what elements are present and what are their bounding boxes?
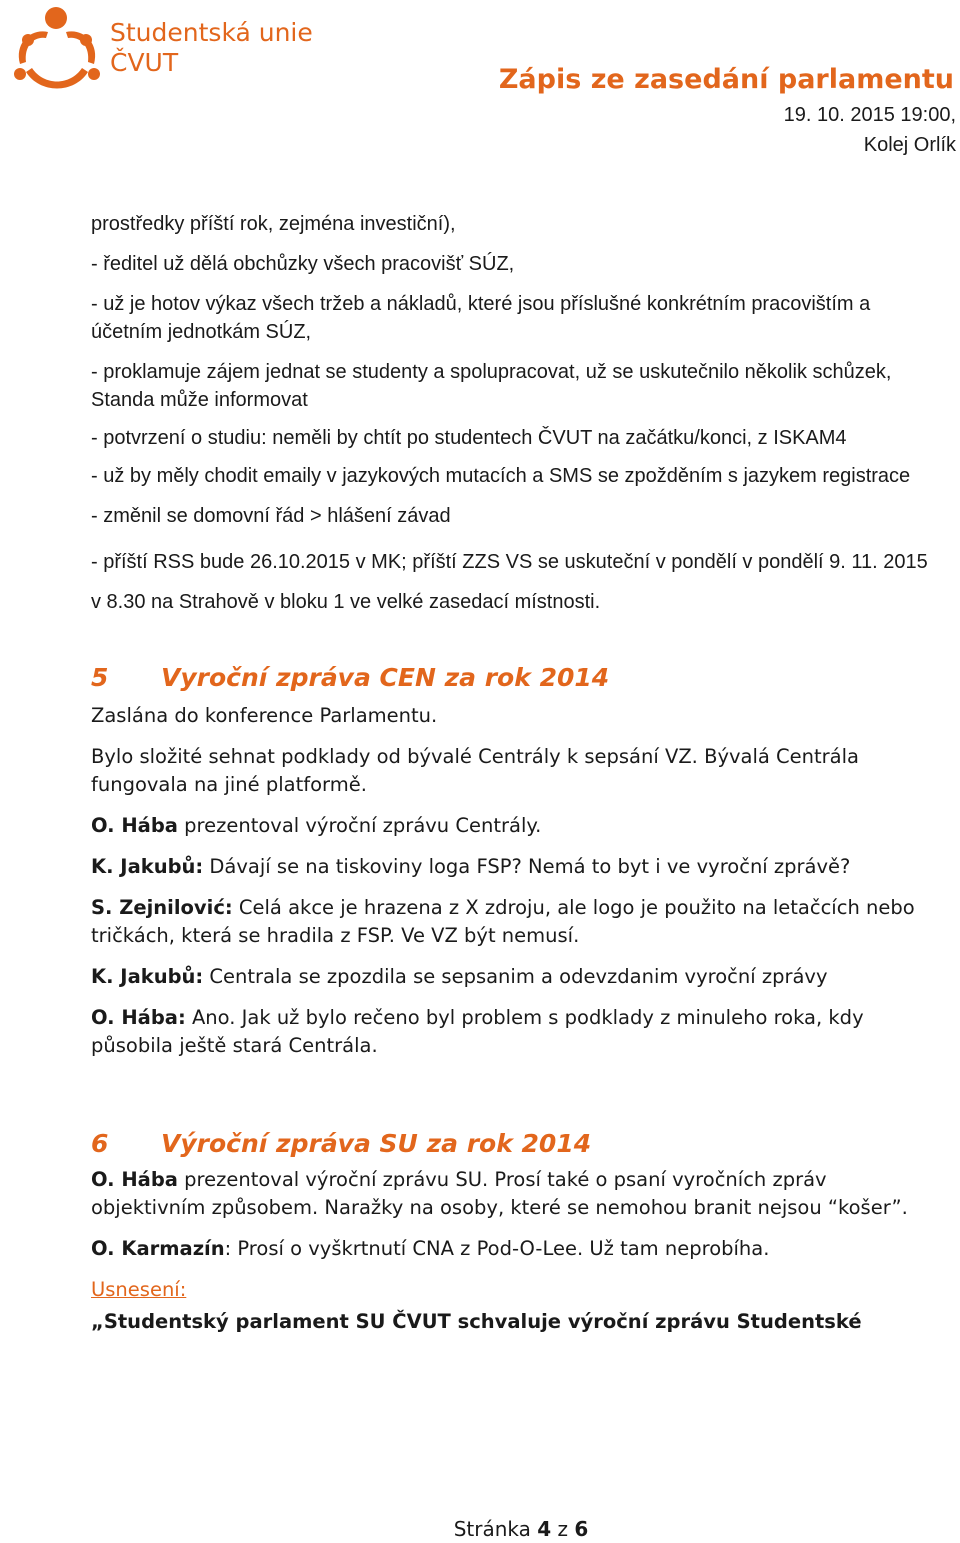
organization-name-line1: Studentská unie [110, 18, 313, 47]
resolution-text-bold: „Studentský parlament SU ČVUT schvaluje výroční zprávu Studentské [91, 1310, 862, 1333]
page-of: z [551, 1517, 575, 1541]
report-line: - proklamuje zájem jednat se studenty a spolupracovat, už se uskutečnilo několik schůzek, Standa může informovat [91, 361, 892, 411]
page-label: Stránka [453, 1517, 538, 1541]
section-title: Vyroční zpráva CEN za rok 2014 [161, 663, 610, 692]
speaker-text: Celá akce je hrazena z X zdroju, ale logo je použito na letačcích nebo tričkách, která se hradila z FSP. Ve VZ být nemusí. [91, 896, 915, 947]
resolution-text [91, 1308, 929, 1336]
paragraph: Zaslána do konference Parlamentu. [91, 704, 438, 727]
page-header [0, 0, 960, 170]
report-line: - už by měly chodit emaily v jazykových mutacích a SMS se zpožděním s jazykem registrace [91, 465, 911, 487]
report-line: - změnil se domovní řád > hlášení závad [91, 505, 451, 527]
section-number: 6 [91, 1129, 109, 1158]
report-line: prostředky příští rok, zejména investiční), [91, 213, 456, 235]
speaker-text: Centrala se zpozdila se sepsanim a odevzdanim vyroční zprávy [203, 965, 828, 988]
section-5-heading [91, 664, 929, 692]
section-title: Výroční zpráva SU za rok 2014 [161, 1129, 592, 1158]
paragraph: Bylo složité sehnat podklady od bývalé Centrály k sepsání VZ. Bývalá Centrála fungovala na jiné platformě. [91, 745, 859, 796]
document-body [91, 210, 929, 1349]
organization-name [110, 18, 313, 78]
speaker-text: Ano. Jak už bylo rečeno byl problem s podklady z minuleho roka, kdy působila ještě stará Centrála. [91, 1006, 864, 1057]
speaker-entry [91, 1004, 929, 1060]
speaker-entry [91, 812, 929, 840]
report-lines [91, 210, 929, 622]
speaker-name: O. Hába [91, 1168, 178, 1191]
speaker-text: prezentoval výroční zprávu SU. Prosí také o psaní vyročních zpráv objektivním způsobem. Naražky na osoby, které se nemohou branit nejsou “košer”. [91, 1168, 908, 1219]
speaker-entry [91, 853, 929, 881]
speaker-name: O. Hába [91, 814, 178, 837]
speaker-entry [91, 963, 929, 991]
report-line: - ředitel už dělá obchůzky všech pracovišť SÚZ, [91, 253, 515, 275]
page-number: 4 [537, 1517, 552, 1541]
organization-name-line2: ČVUT [110, 48, 179, 77]
section-number: 5 [91, 663, 109, 692]
speaker-entry [91, 1235, 929, 1263]
section-5-body [91, 702, 929, 1060]
speaker-text: : Prosí o vyškrtnutí CNA z Pod-O-Lee. Už tam neprobíha. [224, 1237, 770, 1260]
resolution-label[interactable]: Usnesení: [91, 1278, 187, 1301]
meeting-place: Kolej Orlík [863, 134, 956, 156]
speaker-name: O. Karmazín [91, 1237, 225, 1260]
speaker-text: Dávají se na tiskoviny loga FSP? Nemá to byt i ve vyroční zprávě? [203, 855, 851, 878]
speaker-name: K. Jakubů: [91, 855, 204, 878]
student-union-logo [6, 2, 111, 97]
section-6-heading [91, 1130, 929, 1158]
page-total: 6 [574, 1517, 589, 1541]
report-line: - už je hotov výkaz všech tržeb a nákladů, které jsou příslušné konkrétním pracovištím a účetním jednotkám SÚZ, [91, 293, 871, 343]
page-footer [0, 1517, 960, 1541]
speaker-name: O. Hába: [91, 1006, 186, 1029]
speaker-text: prezentoval výroční zprávu Centrály. [177, 814, 542, 837]
speaker-entry [91, 1166, 929, 1222]
report-line: - potvrzení o studiu: neměli by chtít po studentech ČVUT na začátku/konci, z ISKAM4 [91, 427, 847, 449]
meeting-date: 19. 10. 2015 19:00, [783, 104, 956, 126]
document-title: Zápis ze zasedání parlamentu [498, 64, 954, 95]
speaker-name: S. Zejnilović: [91, 896, 233, 919]
report-line: - příští RSS bude 26.10.2015 v MK; příští ZZS VS se uskuteční v pondělí v pondělí 9. 11. 2015 v 8.30 na Strahově v bloku 1 ve velké zasedací místnosti. [91, 551, 928, 613]
speaker-entry [91, 894, 929, 950]
speaker-name: K. Jakubů: [91, 965, 204, 988]
section-6-body [91, 1166, 929, 1336]
